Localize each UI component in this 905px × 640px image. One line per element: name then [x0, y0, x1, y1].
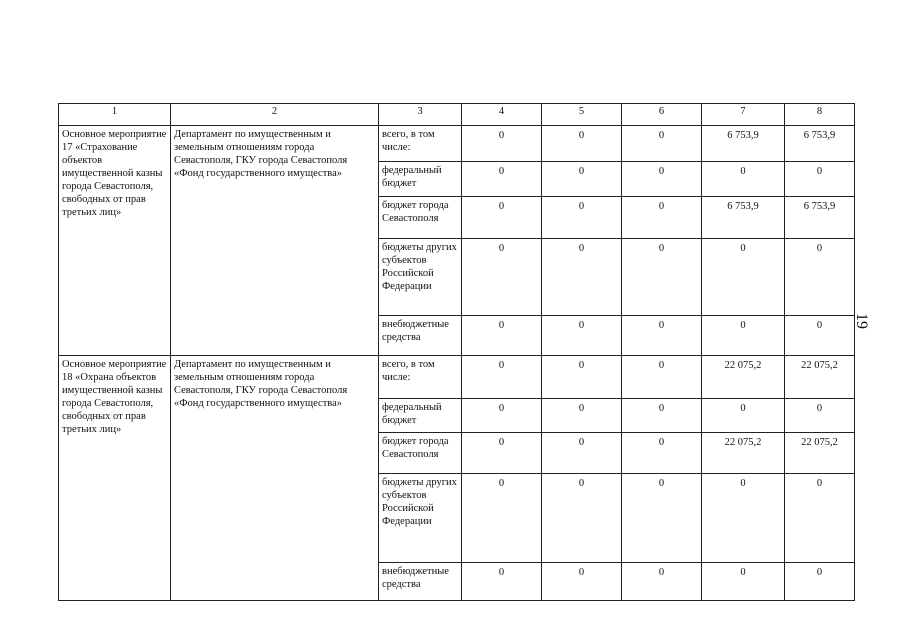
funding-source: всего, в том числе:	[379, 356, 462, 399]
activity-executor: Департамент по имущественным и земельным отношениям города Севастополя, ГКУ города Севастополя «Фонд государственного имущества»	[174, 129, 348, 179]
value-cell: 0	[622, 197, 702, 239]
value-cell: 0	[462, 399, 542, 433]
column-header: 2	[171, 104, 379, 126]
value-cell: 0	[462, 239, 542, 316]
activity-title: Основное мероприятие 18 «Охрана объектов имущественной казны города Севастополя, свободных от прав третьих лиц»	[62, 359, 167, 435]
executor-cell	[171, 356, 379, 601]
value-cell: 0	[622, 433, 702, 474]
value-cell: 0	[622, 239, 702, 316]
value-cell: 0	[622, 162, 702, 197]
value-cell: 0	[542, 399, 622, 433]
value-cell: 0	[785, 316, 855, 356]
column-header: 3	[379, 104, 462, 126]
value-cell: 0	[622, 126, 702, 162]
value-cell: 0	[622, 474, 702, 563]
value-cell: 0	[702, 563, 785, 601]
value-cell: 22 075,2	[702, 356, 785, 399]
value-cell: 6 753,9	[785, 126, 855, 162]
table-body	[59, 104, 855, 601]
value-cell: 0	[462, 356, 542, 399]
value-cell: 0	[542, 239, 622, 316]
funding-source: бюджеты других субъектов Российской Федерации	[379, 239, 462, 316]
value-cell: 0	[542, 433, 622, 474]
activity-title-cell	[59, 126, 171, 356]
value-cell: 0	[462, 197, 542, 239]
funding-source: федеральный бюджет	[379, 162, 462, 197]
value-cell: 0	[785, 162, 855, 197]
value-cell: 0	[542, 162, 622, 197]
table-row	[59, 126, 855, 162]
funding-source: внебюджетные средства	[379, 316, 462, 356]
column-header: 8	[785, 104, 855, 126]
value-cell: 0	[462, 433, 542, 474]
funding-source: внебюджетные средства	[379, 563, 462, 601]
funding-source: бюджеты других субъектов Российской Федерации	[379, 474, 462, 563]
page-number: 19	[853, 313, 870, 329]
value-cell: 0	[462, 474, 542, 563]
column-header: 5	[542, 104, 622, 126]
executor-cell	[171, 126, 379, 356]
column-header: 7	[702, 104, 785, 126]
value-cell: 0	[542, 563, 622, 601]
value-cell: 6 753,9	[785, 197, 855, 239]
header-row	[59, 104, 855, 126]
value-cell: 0	[542, 474, 622, 563]
value-cell: 0	[622, 316, 702, 356]
value-cell: 0	[622, 399, 702, 433]
column-header: 4	[462, 104, 542, 126]
value-cell: 22 075,2	[785, 356, 855, 399]
value-cell: 22 075,2	[702, 433, 785, 474]
value-cell: 0	[542, 316, 622, 356]
value-cell: 0	[542, 356, 622, 399]
table-row	[59, 356, 855, 399]
column-header: 1	[59, 104, 171, 126]
funding-source: всего, в том числе:	[379, 126, 462, 162]
value-cell: 0	[702, 239, 785, 316]
value-cell: 0	[542, 126, 622, 162]
value-cell: 22 075,2	[785, 433, 855, 474]
value-cell: 0	[622, 356, 702, 399]
funding-source: бюджет города Севастополя	[379, 197, 462, 239]
value-cell: 0	[462, 563, 542, 601]
activity-executor: Департамент по имущественным и земельным отношениям города Севастополя, ГКУ города Севастополя «Фонд государственного имущества»	[174, 359, 348, 409]
funding-source: бюджет города Севастополя	[379, 433, 462, 474]
budget-table	[58, 103, 855, 601]
value-cell: 0	[622, 563, 702, 601]
value-cell: 0	[785, 563, 855, 601]
value-cell: 0	[702, 316, 785, 356]
value-cell: 6 753,9	[702, 126, 785, 162]
value-cell: 0	[462, 126, 542, 162]
activity-title: Основное мероприятие 17 «Страхование объектов имущественной казны города Севастополя, свободных от прав третьих лиц»	[62, 129, 167, 218]
activity-title-cell	[59, 356, 171, 601]
value-cell: 0	[785, 474, 855, 563]
value-cell: 0	[702, 399, 785, 433]
value-cell: 0	[702, 162, 785, 197]
value-cell: 0	[785, 399, 855, 433]
column-header: 6	[622, 104, 702, 126]
value-cell: 0	[542, 197, 622, 239]
value-cell: 6 753,9	[702, 197, 785, 239]
value-cell: 0	[702, 474, 785, 563]
funding-source: федеральный бюджет	[379, 399, 462, 433]
value-cell: 0	[785, 239, 855, 316]
value-cell: 0	[462, 316, 542, 356]
value-cell: 0	[462, 162, 542, 197]
